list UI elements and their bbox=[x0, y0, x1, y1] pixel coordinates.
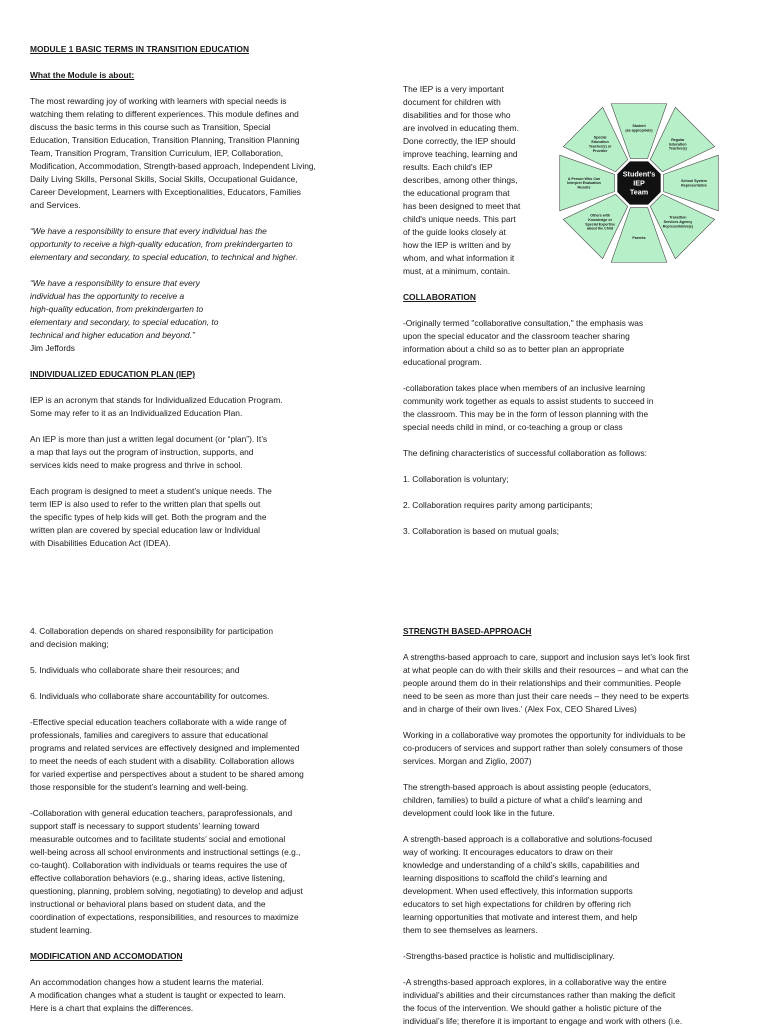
strength-based-paragraph-6: -A strengths-based approach explores, in a collaborative way the entire individual’s abilities and their circumstances rather than making the deficit the focus of the intervention. We should gather a holistic picture of the individual’s life; therefore it is important to engage and work with others (i.e. bbox=[403, 977, 683, 1026]
iep-team-segment-label: Education bbox=[669, 142, 687, 147]
iep-team-segment-label: (as appropriate) bbox=[625, 128, 653, 133]
collaboration-item: 3. Collaboration is based on mutual goals; bbox=[403, 526, 559, 536]
iep-team-center-label: Student's bbox=[622, 169, 656, 179]
strength-based-paragraph-4: A strength-based approach is a collaborative and solutions-focused way of working. It encourages educators to draw on their knowledge and understanding of a child’s skills, capabilities and learning dispositions to scaffold the child’s learning and development. When used effectively, this information supports educators to set high expectations for children by offering rich learning opportunities that motivate and interest them, and help them to see themselves as learners. bbox=[403, 834, 653, 935]
iep-team-segment-label: Transition bbox=[669, 215, 687, 220]
iep-team-segment-label: Results bbox=[577, 185, 591, 190]
strength-based-paragraph-2: Working in a collaborative way promotes the opportunity for individuals to be co-producers of services and support rather than solely consumers of those services. Morgan and Ziglio, 2007) bbox=[403, 730, 686, 766]
collaboration-item: 5. Individuals who collaborate share their resources; and bbox=[30, 665, 240, 675]
collaboration-item: 2. Collaboration requires parity among participants; bbox=[403, 500, 593, 510]
collaboration-paragraph-1: -Originally termed "collaborative consultation," the emphasis was upon the special educator and the classroom teacher sharing information about a child so as to better plan an appropriate educational program. bbox=[403, 318, 644, 367]
collaboration-paragraph-2: -collaboration takes place when members of an inclusive learning community work together as equals to assist students to succeed in the classroom. This may be in the form of lesson planning with the special needs child in mind, or co-teaching a group or class bbox=[403, 383, 654, 432]
quote-author: Jim Jeffords bbox=[30, 343, 75, 353]
quote-2: “We have a responsibility to ensure that every individual has the opportunity to receive a high-quality education, from prekindergarten to elementary and secondary, to special education, to technical and higher education and beyond.” bbox=[30, 278, 219, 340]
iep-paragraph-2: An IEP is more than just a written legal document (or “plan”). It’s a map that lays out the program of instruction, supports, and services kids need to make progress and thrive in school. bbox=[30, 434, 268, 470]
iep-paragraph-3: Each program is designed to meet a student’s unique needs. The term IEP is also used to refer to the written plan that spells out the specific types of help kids will get. Both the program and the written plan are covered by special education law or Individual with Disabilities Education Act (IDEA). bbox=[30, 486, 272, 548]
collaboration-item: 6. Individuals who collaborate share accountability for outcomes. bbox=[30, 691, 270, 701]
iep-team-segment-label: Education bbox=[591, 140, 609, 145]
strength-based-paragraph-5: -Strengths-based practice is holistic and multidisciplinary. bbox=[403, 951, 615, 961]
iep-team-diagram bbox=[553, 96, 725, 271]
iep-team-segment-label: Knowledge or bbox=[588, 217, 612, 222]
iep-paragraph-1: IEP is an acronym that stands for Individualized Education Program. Some may refer to it as an Individualized Education Plan. bbox=[30, 395, 283, 418]
module-title: MODULE 1 BASIC TERMS IN TRANSITION EDUCATION bbox=[30, 44, 249, 54]
collaboration-item: 4. Collaboration depends on shared responsibility for participation and decision making; bbox=[30, 626, 274, 649]
page1-left-column bbox=[30, 43, 375, 550]
iep-team-segment-label: Services Agency bbox=[663, 220, 693, 225]
iep-team-center-label: IEP bbox=[633, 178, 645, 188]
collaboration-paragraph-5: -Collaboration with general education teachers, paraprofessionals, and support staff is necessary to support students’ learning toward measurable outcomes and to facilitate students’ social and emotional well-being across all school environments and instructional settings (e.g., co-taught). Collaboration with individuals or teams requires the use of effective collaboration behaviors (e.g., sharing ideas, active listening, questioning, planning, problem solving, negotiating) to develop and adjust instructional or behavioral plans based on student data, and the coordination of expectations, responsibilities, and resources to maximize student learning. bbox=[30, 808, 303, 935]
iep-team-segment-label: Others with bbox=[590, 213, 610, 218]
iep-team-segment-label: Provider bbox=[592, 148, 608, 153]
strength-based-heading: STRENGTH BASED-APPROACH bbox=[403, 626, 532, 636]
iep-team-segment-label: School System bbox=[681, 179, 707, 183]
what-module-heading: What the Module is about: bbox=[30, 70, 135, 80]
iep-heading: INDIVIDUALIZED EDUCATION PLAN (IEP) bbox=[30, 369, 196, 379]
iep-team-segment-label: Representative(s) bbox=[662, 224, 693, 229]
iep-team-center-label: Team bbox=[629, 187, 649, 197]
collaboration-item: 1. Collaboration is voluntary; bbox=[403, 474, 509, 484]
iep-team-segment-label: Parents bbox=[632, 236, 646, 241]
strength-based-paragraph-3: The strength-based approach is about assisting people (educators, children, families) to build a picture of what a child’s learning and development could look like in the future. bbox=[403, 782, 652, 818]
iep-team-segment-label: Special Expertise bbox=[585, 222, 615, 227]
iep-team-segment-label: Teacher(s) or bbox=[588, 144, 612, 149]
iep-team-segment-label: Teacher(s) bbox=[668, 146, 687, 151]
collaboration-paragraph-4: -Effective special education teachers collaborate with a wide range of professionals, families and caregivers to assure that educational programs and related services are effectively designed and implemented to meet the needs of each student with a disability. Collaboration allows for varied expertise and perspectives about a student to be shared among those responsible for the student’s learning and well-being. bbox=[30, 717, 304, 792]
iep-team-segment-label: Interpret Evaluation bbox=[567, 181, 601, 186]
collaboration-characteristics: The defining characteristics of successful collaboration as follows: bbox=[403, 448, 647, 458]
iep-team-segment-label: A Person Who Can bbox=[567, 176, 601, 181]
iep-team-segment-label: about the Child bbox=[587, 226, 614, 231]
page2-right-column bbox=[403, 625, 748, 1028]
page2-left-column bbox=[30, 625, 375, 1015]
iep-team-segment-label: Regular bbox=[671, 137, 685, 142]
collaboration-heading: COLLABORATION bbox=[403, 292, 476, 302]
modification-paragraph: An accommodation changes how a student learns the material. A modification changes what a student is taught or expected to learn. Here is a chart that explains the differences. bbox=[30, 977, 286, 1013]
iep-right-paragraph: The IEP is a very important document for children with disabilities and for those who are involved in educating them. Done correctly, the IEP should improve teaching, learning and results. Each child's IEP describes, among other things, the educational program that has been designed to meet that child's unique needs. This part of the guide looks closely at how the IEP is written and by whom, and what information it must, at a minimum, contain. bbox=[403, 84, 521, 276]
intro-paragraph: The most rewarding joy of working with learners with special needs is watching them relating to different experiences. This module defines and discuss the basic terms in this course such as Transition, Special Education, Transition Education, Transition Planning, Transition Planning Team, Transition Program, Transition Curriculum, IEP, Collaboration, Modification, Accommodation, Strength-based approach, Independent Living, Daily Living Skills, Personal Skills, Social Skills, Occupational Guidance, Career Development, Learners with Exceptionalities, Educators, Families and Services. bbox=[30, 96, 316, 210]
iep-team-segment-label: Special bbox=[593, 135, 607, 140]
modification-heading: MODIFICATION AND ACCOMODATION bbox=[30, 951, 183, 961]
strength-based-paragraph-1: A strengths-based approach to care, support and inclusion says let’s look first at what people can do with their skills and their resources – and what can the people around them do in their relationships and their communities. People need to be seen as more than just their care needs – they need to be experts and in charge of their own lives.’ (Alex Fox, CEO Shared Lives) bbox=[403, 652, 690, 714]
iep-team-segment-label: Student bbox=[632, 124, 646, 128]
iep-team-segment-label: Representative bbox=[681, 183, 707, 188]
quote-1: “We have a responsibility to ensure that every individual has the opportunity to receive a high-quality education, from prekindergarten to elementary and secondary, to special education, to technical and higher. bbox=[30, 226, 298, 262]
